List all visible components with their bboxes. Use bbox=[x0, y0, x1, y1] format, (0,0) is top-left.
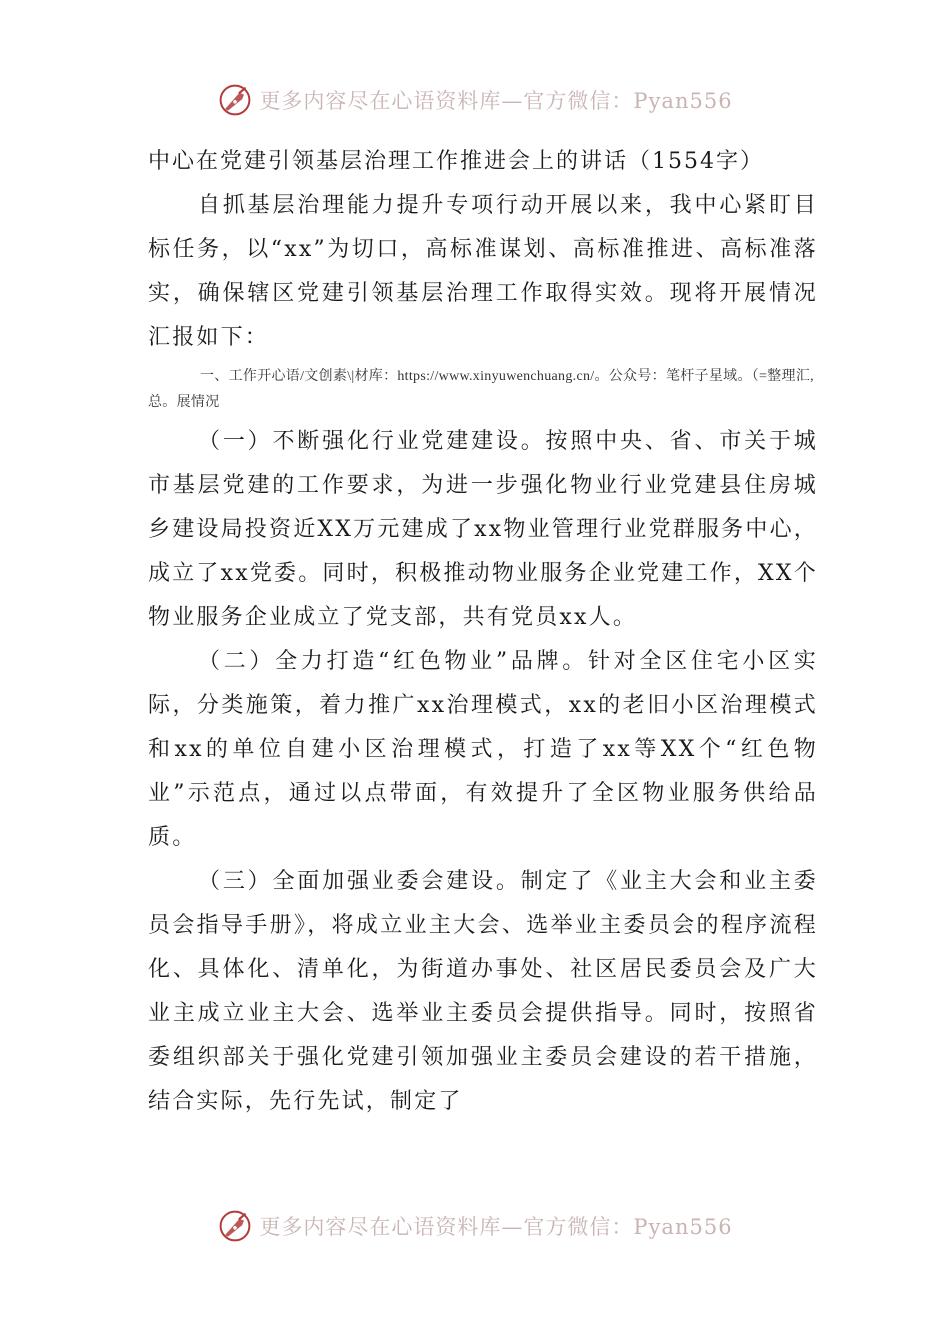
paragraph-industry-party-building: （一）不断强化行业党建建设。按照中央、省、市关于城市基层党建的工作要求，为进一步强化物业行业党建县住房城乡建设局投资近XX万元建成了xx物业管理行业党群服务中心，成立了xx党委。同时，积极推动物业服务企业党建工作，XX个物业服务企业成立了党支部，共有党员xx人。 bbox=[148, 429, 818, 630]
document-title: 中心在党建引领基层治理工作推进会上的讲话（1554字） bbox=[148, 149, 764, 174]
banner-text: 更多内容尽在心语资料库—官方微信：Pyan556 bbox=[259, 89, 733, 113]
inserted-note: 一、工作开心语/文创素\|材库：https://www.xinyuwenchuang.cn/。公众号：笔杆子星域。（=整理汇,总。展情况 bbox=[148, 369, 814, 410]
paragraph-red-property-brand: （二）全力打造“红色物业”品牌。针对全区住宅小区实际，分类施策，着力推广xx治理模式，xx的老旧小区治理模式和xx的单位自建小区治理模式，打造了xx等XX个“红色物业”示范点，通过以点带面，有效提升了全区物业服务供给品质。 bbox=[148, 649, 818, 850]
banner-text: 更多内容尽在心语资料库—官方微信：Pyan556 bbox=[259, 1215, 733, 1239]
document-body bbox=[148, 140, 818, 1124]
pen-nib-logo-icon bbox=[217, 82, 253, 118]
footer-banner bbox=[0, 1208, 950, 1244]
paragraph-owners-committee: （三）全面加强业委会建设。制定了《业主大会和业主委员会指导手册》，将成立业主大会、选举业主委员会的程序流程化、具体化、清单化，为街道办事处、社区居民委员会及广大业主成立业主大会、选举业主委员会提供指导。同时，按照省委组织部关于强化党建引领加强业主委员会建设的若干措施，结合实际，先行先试，制定了 bbox=[148, 869, 818, 1114]
header-banner bbox=[0, 82, 950, 118]
pen-nib-logo-icon bbox=[217, 1208, 253, 1244]
intro-paragraph: 自抓基层治理能力提升专项行动开展以来，我中心紧盯目标任务，以“xx”为切口，高标准谋划、高标准推进、高标准落实，确保辖区党建引领基层治理工作取得实效。现将开展情况汇报如下： bbox=[148, 193, 818, 350]
